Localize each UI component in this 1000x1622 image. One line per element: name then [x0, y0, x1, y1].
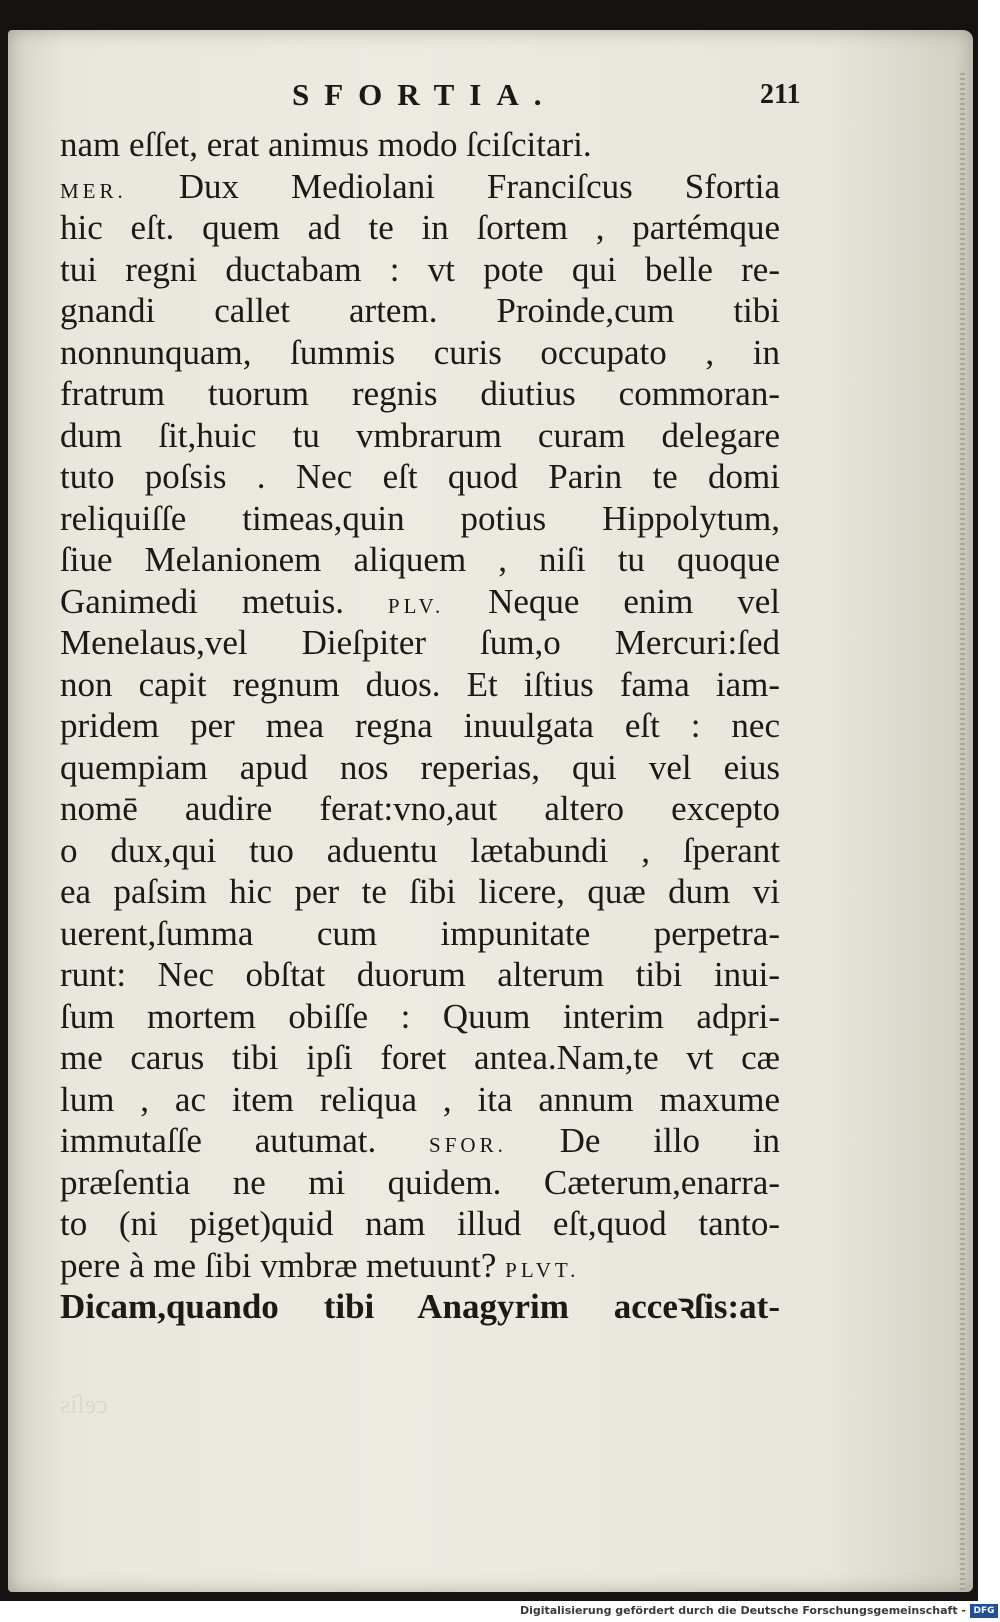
text-segment: nonnunquam, ſummis curis occupato , in [60, 332, 780, 372]
text-segment: nam eſſet, erat animus modo ſciſcitari. [60, 125, 592, 164]
text-line [60, 456, 780, 498]
text-segment: ea paſsim hic per te ſibi licere, quæ dum vi [60, 872, 780, 911]
text-segment: hic eſt. quem ad te in ſortem , partémque [60, 208, 780, 247]
funding-credit: Digitalisierung gefördert durch die Deutsche Forschungsgemeinschaft - [519, 1604, 966, 1617]
text-segment: Dux Mediolani Franciſcus Sfortia [126, 166, 780, 206]
text-segment: præſentia ne mi quidem. Cæterum,enarra- [60, 1162, 780, 1202]
text-segment: fratrum tuorum regnis diutius commoran- [60, 374, 780, 413]
text-segment: runt: Nec obſtat duorum alterum tibi inui- [60, 955, 780, 994]
text-line [60, 996, 780, 1038]
text-segment: non capit regnum duos. Et iſtius fama iam- [60, 664, 780, 704]
speaker-label: PLVT. [505, 1257, 580, 1282]
speaker-label: PLV. [387, 593, 445, 618]
text-segment: quempiam apud nos reperias, qui vel eius [60, 747, 780, 787]
text-line [60, 747, 780, 789]
speaker-label: MER. [60, 178, 127, 203]
text-segment: immutaſſe autumat. [60, 1121, 430, 1160]
text-segment: Ganimedi metuis. [60, 581, 388, 621]
dfg-logo: DFG [970, 1604, 998, 1618]
text-segment: tuto poſsis . Nec eſt quod Parin te domi [60, 457, 780, 496]
text-segment: tui regni ductabam : vt pote qui belle re- [60, 249, 780, 289]
text-line [60, 415, 780, 457]
text-segment: De illo in [506, 1121, 780, 1160]
text-line [60, 1245, 780, 1287]
text-line [60, 871, 780, 913]
text-segment: pridem per mea regna inuulgata eſt : nec [60, 706, 780, 745]
text-line [60, 124, 780, 166]
body-text [60, 124, 780, 1328]
text-line [60, 539, 780, 581]
text-line [60, 954, 780, 996]
text-line [60, 1286, 780, 1328]
page-header [0, 77, 1000, 117]
text-segment: gnandi callet artem. Proinde,cum tibi [60, 291, 780, 330]
text-line [60, 705, 780, 747]
text-line [60, 249, 780, 291]
text-line [60, 332, 780, 374]
text-line [60, 498, 780, 540]
text-line [60, 166, 780, 208]
text-segment: nomē audire ferat:vno,aut altero excepto [60, 789, 780, 828]
text-line [60, 290, 780, 332]
text-line [60, 788, 780, 830]
text-line [60, 373, 780, 415]
text-segment: pere à me ſibi vmbræ metuunt? [60, 1245, 506, 1285]
text-segment: Menelaus,vel Dieſpiter ſum,o Mercuri:ſed [60, 623, 780, 662]
text-segment: o dux,qui tuo aduentu lætabundi , ſperant [60, 830, 780, 870]
text-segment: reliquiſſe timeas,quin potius Hippolytum, [60, 498, 780, 538]
text-segment: dum ſit,huic tu vmbrarum curam delegare [60, 415, 780, 455]
text-segment: Dicam,quando tibi Anagyrim acceꝛſis:at- [60, 1287, 780, 1326]
text-line [60, 1079, 780, 1121]
text-segment: Neque enim vel [444, 581, 780, 621]
text-line [60, 207, 780, 249]
text-line [60, 913, 780, 955]
text-line [60, 1037, 780, 1079]
text-segment: ſum mortem obiſſe : Quum interim adpri- [60, 996, 780, 1036]
text-line [60, 830, 780, 872]
running-title: SFORTIA. [292, 77, 557, 112]
text-segment: to (ni piget)quid nam illud eſt,quod tanto- [60, 1204, 780, 1243]
page-fore-edge [960, 70, 965, 1590]
text-line [60, 622, 780, 664]
text-line [60, 1203, 780, 1245]
text-segment: me carus tibi ipſi foret antea.Nam,te vt cæ [60, 1038, 780, 1077]
text-segment: ſiue Melanionem aliquem , niſi tu quoque [60, 540, 780, 579]
text-segment: lum , ac item reliqua , ita annum maxume [60, 1079, 780, 1119]
text-line [60, 581, 780, 623]
text-segment: uerent,ſumma cum impunitate perpetra- [60, 913, 780, 953]
show-through-text: ceſis [60, 1390, 108, 1419]
text-line [60, 664, 780, 706]
page-number: 211 [760, 79, 801, 110]
text-line [60, 1162, 780, 1204]
text-line [60, 1120, 780, 1162]
speaker-label: SFOR. [429, 1133, 507, 1157]
